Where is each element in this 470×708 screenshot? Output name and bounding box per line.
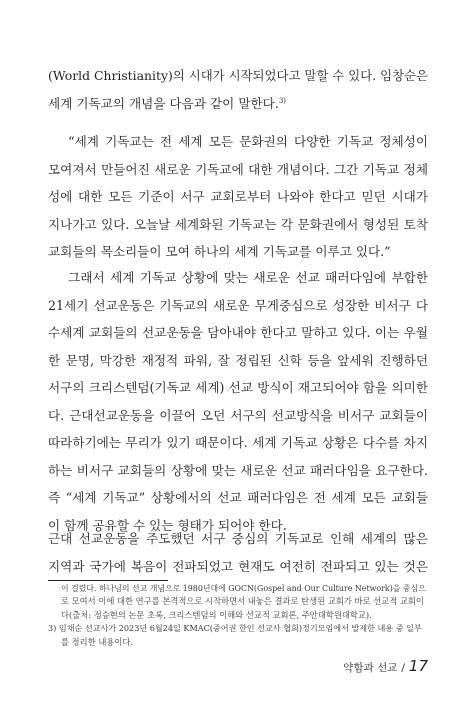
footnotes: [48, 582, 428, 649]
text-line-content: 세계 기독교의 개념을 다음과 같이 말한다.: [48, 95, 279, 111]
footnote-line: 를 정리한 내용이다.: [61, 636, 134, 647]
paragraph-world-christianity: [48, 62, 428, 117]
text-line: 성에 대한 모든 기준이 서구 교회로부터 나와야 한다고 믿던 시대가: [48, 189, 428, 204]
text-line: (World Christianity)의 시대가 시작되었다고 말할 수 있다. 임창순은: [48, 68, 428, 83]
text-line: 21세기 선교운동은 기독교의 새로운 무게중심으로 성장한 비서구 다: [48, 297, 428, 313]
block-quote: [48, 128, 428, 266]
page-footer: [343, 657, 428, 675]
running-title: 약함과 선교: [343, 662, 398, 674]
footnote-divider: [48, 580, 168, 581]
footnote-reference: 3): [278, 96, 287, 105]
footnote-line: 로 모여서 이에 대한 연구를 본격적으로 시작하면서 내놓은 결과로 탄생된 교회가 바로 선교적 교회이: [61, 596, 424, 607]
paragraph-mission-paradigm: [48, 264, 428, 539]
footnote-continued: [48, 582, 428, 622]
footer-separator: /: [401, 662, 405, 674]
text-line: 지역과 국가에 복음이 전파되었고 현재도 여전히 전파되고 있는 것은: [48, 558, 428, 574]
footnote-line: 이 걸렸다. 하나님의 선교 개념으로 1980년대에 GOCN(Gospel and Our Culture Network)을 중심으: [61, 584, 426, 593]
footnote-3: [48, 622, 428, 649]
text-line: 근대 선교운동을 주도했던 서구 중심의 기독교로 인해 세계의 많은: [48, 531, 428, 546]
text-line: 모여져서 만들어진 새로운 기독교에 대한 개념이다. 그간 기독교 정체: [48, 161, 428, 177]
text-line: 서구의 크리스텐덤(기독교 세계) 선교 방식이 재고되어야 함을 의미한: [48, 380, 428, 395]
footnote-line: 3) 임채순 선교사가 2023년 6월24일 KMAC(중어권 한인 선교사 협회)정기모임에서 발제한 내용 중 일부: [48, 623, 422, 634]
text-line: 수세계 교회들의 선교운동을 담아내야 한다고 말하고 있다. 이는 우월: [48, 325, 428, 340]
text-line: 하는 비서구 교회들의 상황에 맞는 새로운 선교 패러다임을 요구한다.: [48, 462, 428, 478]
text-line: 따라하기에는 무리가 있기 때문이다. 세계 기독교 상황은 다수를 차지: [48, 435, 428, 450]
text-line: “세계 기독교는 전 세계 모든 문화권의 다양한 기독교 정체성이: [68, 134, 428, 149]
text-line: 즉 “세계 기독교” 상황에서의 선교 패러다임은 전 세계 모든 교회들: [48, 490, 428, 505]
paragraph-modern-mission: [48, 525, 428, 580]
text-line: 다. 근대선교운동을 이끌어 오던 서구의 선교방식을 비서구 교회들이: [48, 407, 428, 423]
text-line: 교회들의 목소리들이 모여 하나의 세계 기독교를 이루고 있다.”: [48, 244, 391, 259]
text-line: 이 함께 공유할 수 있는 형태가 되어야 한다.: [48, 517, 287, 533]
text-line: 그래서 세계 기독교 상황에 맞는 새로운 선교 패러다임에 부합한: [68, 270, 428, 285]
footnote-line: 다(출처: 정승현의 논문 초록, 크리스텐덤의 이해와 선교적 교회론, 주안대학원대학교).: [61, 609, 372, 620]
text-line: 지나가고 있다. 오늘날 세계화된 기독교는 각 문화권에서 형성된 토착: [48, 216, 428, 232]
page-number: 17: [408, 657, 428, 675]
text-line: 한 문명, 막강한 재정적 파워, 잘 정립된 신학 등을 앞세워 진행하던: [48, 352, 428, 368]
text-line: [48, 90, 428, 118]
